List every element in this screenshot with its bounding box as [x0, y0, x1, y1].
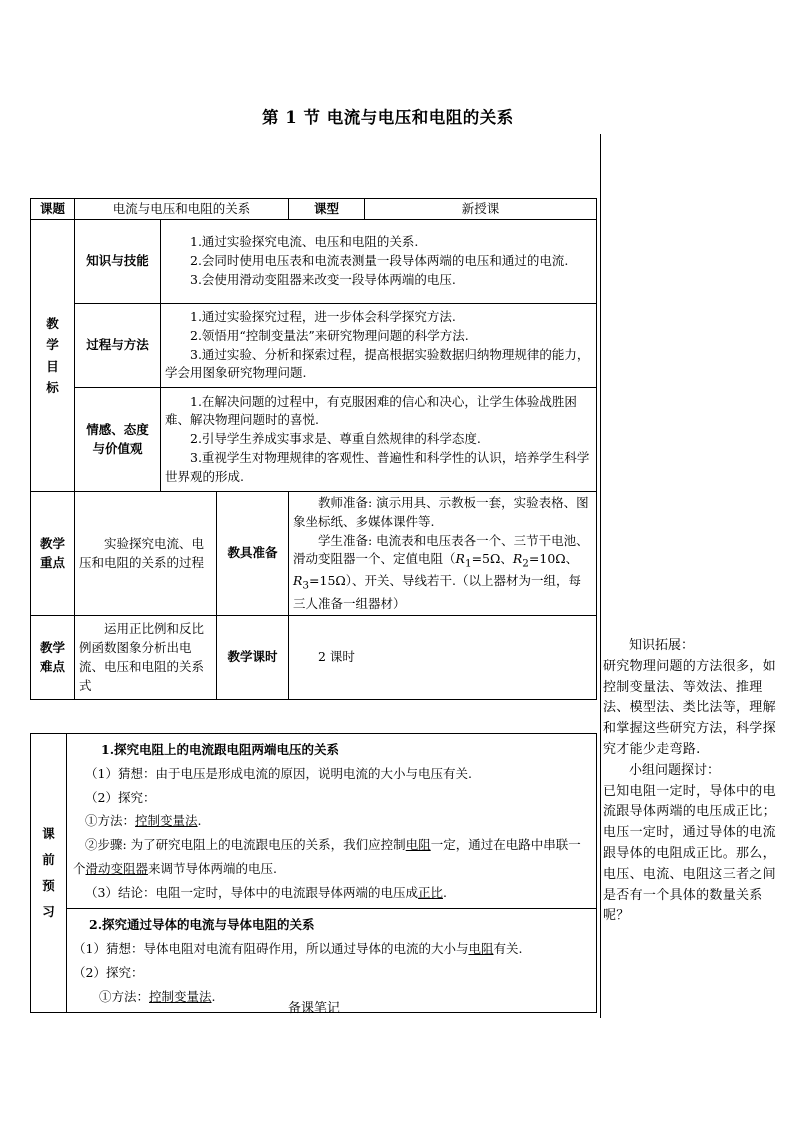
objective-item: 2.引导学生养成实事求是、尊重自然规律的科学态度. — [190, 431, 481, 447]
lesson-info-table — [30, 198, 597, 700]
objectives-label — [31, 220, 75, 492]
knowledge-extension-text: 研究物理问题的方法很多，如控制变量法、等效法、推理法、模型法、类比法等，理解和掌握这些研究方法，科学探究才能少走弯路. — [603, 658, 776, 757]
method-suffix: . — [197, 813, 202, 829]
type-label: 课型 — [289, 199, 365, 220]
objective-attitude-label-text: 情感、态度与价值观 — [86, 421, 149, 456]
key-point-label-text: 教学重点 — [39, 535, 65, 570]
objective-attitude-items — [161, 388, 597, 492]
key-point-text: 实验探究电流、电压和电阻的关系的过程 — [79, 535, 205, 570]
steps-prefix: ②步骤: 为了研究电阻上的电流跟电压的关系，我们应控制 — [85, 837, 406, 852]
objective-process-items — [161, 304, 597, 388]
objective-knowledge-label: 知识与技能 — [75, 220, 161, 304]
method-suffix: . — [211, 988, 216, 1004]
resistor-sub-2: 2 — [522, 557, 529, 570]
method-prefix: ①方法： — [99, 988, 150, 1004]
resistor-symbol: R — [455, 551, 465, 567]
prep-student-a: 学生准备: 电流表和电压表各一个、三节干电池、滑动变阻器一个、定值电阻（ — [293, 532, 589, 567]
page-title: 第 1 节 电流与电压和电阻的关系 — [262, 108, 514, 127]
steps-answer-2: 滑动变阻器 — [85, 860, 149, 876]
section-2-heading: 2.探究通过导体的电流与导体电阻的关系 — [89, 917, 315, 933]
prep-teacher: 教师准备: 演示用具、示教板一套，实验表格、图象坐标纸、多媒体课件等. — [293, 495, 589, 529]
section-1-explore: （2）探究： — [85, 789, 156, 805]
guess-suffix: 有关. — [493, 941, 523, 956]
prep-student-b: =5Ω、 — [471, 551, 513, 567]
resistor-sub-1: 1 — [464, 557, 472, 570]
steps-mid: 一定，通过在电路中串联一个 — [73, 837, 581, 876]
objective-item: 3.重视学生对物理规律的客观性、普遍性和科学性的认识，培养学生科学世界观的形成. — [165, 449, 590, 484]
prep-student — [293, 532, 592, 614]
method-answer: 控制变量法 — [135, 813, 198, 829]
steps-suffix: 来调节导体两端的电压. — [148, 860, 278, 876]
section-1-steps — [73, 833, 592, 881]
section-1-conclusion — [73, 881, 592, 905]
key-point-label — [31, 492, 75, 616]
prep-student-c: =10Ω、 — [528, 551, 579, 567]
objective-attitude-label — [75, 388, 161, 492]
objective-process-label: 过程与方法 — [75, 304, 161, 388]
method-prefix: ①方法： — [85, 813, 136, 829]
group-discussion-text: 已知电阻一定时，导体中的电流跟导体两端的电压成正比；电压一定时，通过导体的电流跟导体的电阻成正比。那么，电压、电流、电阻这三者之间是否有一个具体的数量关系呢？ — [603, 783, 776, 924]
hours-label: 教学课时 — [217, 616, 289, 700]
objective-item: 1.通过实验探究过程，进一步体会科学探究方法. — [190, 309, 456, 324]
difficulty-text: 运用正比例和反比例函数图象分析出电流、电压和电阻的关系式 — [79, 621, 205, 693]
objective-item: 1.通过实验探究电流、电压和电阻的关系. — [190, 234, 419, 250]
group-discussion-heading: 小组问题探讨： — [629, 762, 721, 778]
objective-item: 3.会使用滑动变阻器来改变一段导体两端的电压. — [190, 271, 456, 287]
margin-divider — [600, 134, 601, 1018]
difficulty-label — [31, 616, 75, 700]
conclusion-suffix: . — [442, 884, 447, 900]
guess-answer: 电阻 — [468, 941, 494, 956]
resistor-symbol: R — [512, 551, 523, 567]
difficulty-value — [75, 616, 217, 700]
preview-label — [31, 734, 67, 1013]
conclusion-answer: 正比 — [417, 884, 443, 900]
section-2-guess — [73, 937, 592, 961]
type-value: 新授课 — [365, 199, 597, 220]
resistor-sub-3: 3 — [302, 579, 310, 592]
prep-value — [289, 492, 597, 616]
prep-student-d: =15Ω）、开关、导线若干.（以上器材为一组，每三人准备一组器材） — [293, 573, 582, 611]
objective-item: 1.在解决问题的过程中，有克服困难的信心和决心，让学生体验战胜困难、解决物理问题时的喜悦. — [165, 393, 577, 428]
objective-item: 3.通过实验、分析和探索过程，提高根据实验数据归纳物理规律的能力，学会用图象研究物理问题. — [165, 346, 590, 381]
difficulty-label-text: 教学难点 — [39, 640, 65, 674]
conclusion-prefix: （3）结论：电阻一定时，导体中的电流跟导体两端的电压成 — [85, 884, 418, 900]
margin-notes — [603, 636, 787, 927]
objective-knowledge-items — [161, 220, 597, 304]
guess-prefix: （1）猜想：导体电阻对电流有阻碍作用，所以通过导体的电流的大小与 — [73, 941, 469, 956]
topic-value: 电流与电压和电阻的关系 — [75, 199, 289, 220]
preview-label-text: 课前预习 — [42, 825, 55, 920]
preview-section-1 — [67, 734, 597, 909]
section-2-explore: （2）探究： — [73, 964, 144, 980]
method-answer: 控制变量法 — [149, 988, 212, 1004]
prep-label: 教具准备 — [217, 492, 289, 616]
hours-value — [289, 616, 597, 700]
footer-notes-label: 备课笔记 — [288, 1001, 341, 1016]
knowledge-extension-heading: 知识拓展： — [629, 638, 695, 653]
section-1-method — [73, 809, 592, 833]
objective-item: 2.会同时使用电压表和电流表测量一段导体两端的电压和通过的电流. — [190, 253, 569, 269]
hours-text: 2 课时 — [318, 649, 355, 665]
section-1-guess: （1）猜想：由于电压是形成电流的原因，说明电流的大小与电压有关. — [85, 765, 472, 781]
resistor-symbol: R — [293, 573, 303, 589]
preview-table — [30, 733, 597, 1013]
key-point-value — [75, 492, 217, 616]
objectives-label-text: 教学目标 — [46, 316, 59, 395]
section-1-heading: 1.探究电阻上的电流跟电阻两端电压的关系 — [101, 742, 340, 757]
steps-answer-1: 电阻 — [405, 837, 431, 852]
topic-label: 课题 — [31, 199, 75, 220]
objective-item: 2.领悟用“控制变量法”来研究物理问题的科学方法. — [190, 327, 469, 343]
